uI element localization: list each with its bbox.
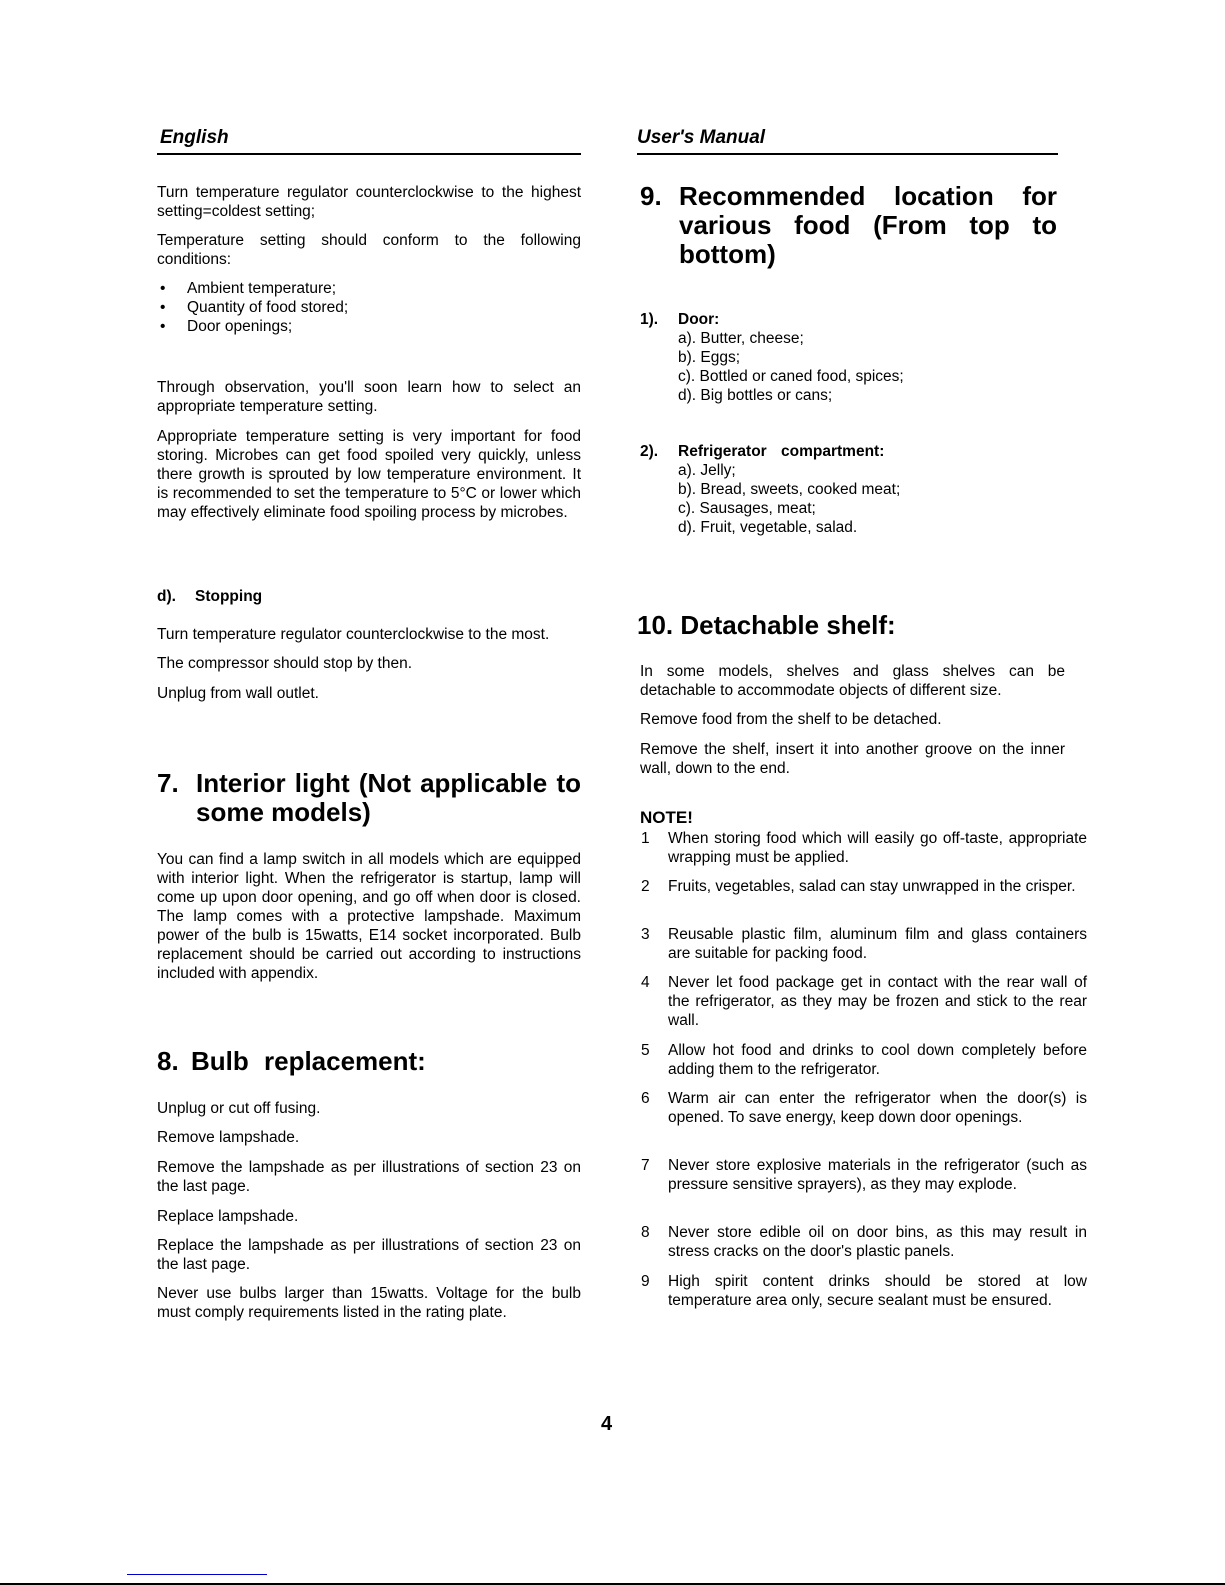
paragraph: In some models, shelves and glass shelves can be detachable to accommodate objects of different size.: [640, 663, 1065, 699]
paragraph: Turn temperature regulator counterclockwise to the highest setting=coldest setting;: [157, 184, 581, 220]
note-item: [641, 1272, 1087, 1310]
note-item: [641, 1223, 1087, 1261]
note-number: 1: [641, 830, 650, 847]
note-text: Never store edible oil on door bins, as this may result in stress cracks on the door's plastic panels.: [668, 1224, 1087, 1260]
note-text: Never let food package get in contact with the rear wall of the refrigerator, as they may be frozen and stick to the rear wall.: [668, 974, 1087, 1029]
group-number: 1).: [640, 311, 659, 328]
section-title: Recommended location for various food (From top to bottom): [679, 181, 1057, 269]
list-item: • Ambient temperature;: [157, 279, 581, 298]
group-label: Refrigerator compartment:: [678, 443, 885, 460]
stopping-num: d).: [157, 588, 176, 605]
paragraph: Turn temperature regulator counterclockwise to the most.: [157, 626, 550, 643]
note-text: Reusable plastic film, aluminum film and glass containers are suitable for packing food.: [668, 926, 1087, 962]
note-number: 3: [641, 926, 650, 943]
list-item: • Quantity of food stored;: [157, 298, 581, 317]
note-item: [641, 1156, 1087, 1194]
paragraph: Remove the lampshade as per illustrations of section 23 on the last page.: [157, 1159, 581, 1195]
paragraph: Through observation, you'll soon learn how to select an appropriate temperature setting.: [157, 379, 581, 415]
header-title: User's Manual: [637, 127, 766, 148]
paragraph: Remove food from the shelf to be detached.: [640, 711, 942, 728]
note-item: [641, 1041, 1087, 1079]
paragraph: Remove lampshade.: [157, 1129, 300, 1146]
paragraph: Replace the lampshade as per illustrations of section 23 on the last page.: [157, 1237, 581, 1273]
note-number: 4: [641, 974, 650, 991]
section-9-heading: [640, 182, 1057, 269]
note-number: 6: [641, 1090, 650, 1107]
note-number: 2: [641, 878, 650, 895]
section-title: Interior light (Not applicable to some models): [196, 768, 581, 827]
page-number: 4: [601, 1413, 613, 1435]
section-number: 9.: [640, 181, 662, 211]
note-item: [641, 973, 1087, 1030]
note-number: 7: [641, 1157, 650, 1174]
note-text: Allow hot food and drinks to cool down completely before adding them to the refrigerator.: [668, 1042, 1087, 1078]
bullet-list: [157, 279, 581, 336]
list-item: a). Butter, cheese;: [678, 330, 804, 347]
list-item: d). Big bottles or cans;: [678, 387, 833, 404]
paragraph: Unplug or cut off fusing.: [157, 1100, 321, 1117]
list-item: • Door openings;: [157, 317, 581, 336]
note-item: [641, 925, 1087, 963]
paragraph: Unplug from wall outlet.: [157, 685, 319, 702]
note-number: 5: [641, 1042, 650, 1059]
note-number: 9: [641, 1273, 650, 1290]
list-item: b). Eggs;: [678, 349, 741, 366]
note-item: [641, 1089, 1087, 1127]
fridge-group: [640, 442, 900, 537]
section-10-heading: 10. Detachable shelf:: [637, 610, 896, 640]
note-item: [641, 877, 1087, 896]
note-text: When storing food which will easily go off-taste, appropriate wrapping must be applied.: [668, 830, 1087, 866]
section-title: Bulb replacement:: [191, 1046, 426, 1076]
list-item: b). Bread, sweets, cooked meat;: [678, 481, 901, 498]
header-language: English: [160, 127, 229, 148]
list-item: c). Sausages, meat;: [678, 500, 816, 517]
header-rule-left: [157, 153, 581, 155]
group-label: Door:: [678, 311, 720, 328]
section-number: 7.: [157, 768, 179, 798]
header-rule-right: [637, 153, 1058, 155]
list-item: a). Jelly;: [678, 462, 736, 479]
paragraph: Replace lampshade.: [157, 1208, 299, 1225]
paragraph: The compressor should stop by then.: [157, 655, 413, 672]
stopping-heading: Stopping: [195, 588, 263, 605]
section-number: 8.: [157, 1046, 179, 1076]
list-item: c). Bottled or caned food, spices;: [678, 368, 904, 385]
paragraph: Temperature setting should conform to the following conditions:: [157, 232, 581, 268]
note-text: Warm air can enter the refrigerator when the door(s) is opened. To save energy, keep down door openings.: [668, 1090, 1087, 1126]
note-text: Never store explosive materials in the refrigerator (such as pressure sensitive sprayers), as they may explode.: [668, 1157, 1087, 1193]
door-group: [640, 310, 904, 405]
section-7-heading: [157, 769, 581, 827]
link-underline: [127, 1574, 267, 1575]
paragraph: You can find a lamp switch in all models which are equipped with interior light. When the refrigerator is startup, lamp will come up upon door opening, and go off when door is closed. The lamp comes with a protective lampshade. Maximum power of the bulb is 15watts, E14 socket incorporated. Bulb replacement should be carried out according to instructions included with appendix.: [157, 851, 581, 982]
paragraph: Never use bulbs larger than 15watts. Voltage for the bulb must comply requirements listed in the rating plate.: [157, 1285, 581, 1321]
paragraph: Appropriate temperature setting is very important for food storing. Microbes can get food spoiled very quickly, unless there growth is sprouted by low temperature environment. It is recommended to set the temperature to 5°C or lower which may effectively eliminate food spoiling process by microbes.: [157, 428, 581, 521]
note-text: High spirit content drinks should be stored at low temperature area only, secure sealant must be ensured.: [668, 1273, 1087, 1309]
list-item: d). Fruit, vegetable, salad.: [678, 519, 858, 536]
note-text: Fruits, vegetables, salad can stay unwrapped in the crisper.: [668, 878, 1076, 895]
note-number: 8: [641, 1224, 650, 1241]
note-item: [641, 829, 1087, 867]
paragraph: Remove the shelf, insert it into another groove on the inner wall, down to the end.: [640, 741, 1065, 777]
group-number: 2).: [640, 443, 659, 460]
section-8-heading: [157, 1047, 581, 1076]
note-heading: NOTE!: [640, 808, 693, 827]
